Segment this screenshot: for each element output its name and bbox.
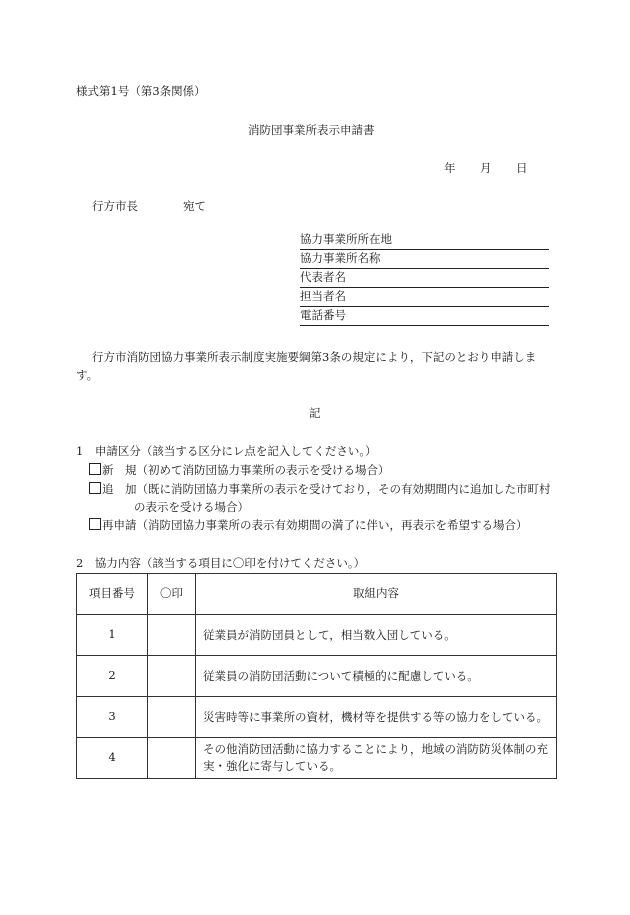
table-row — [77, 656, 557, 697]
intro-line-1: 行方市消防団協力事業所表示制度実施要綱第3条の規定により，下記のとおり申請しま — [92, 350, 537, 364]
addressee-name: 行方市長 — [92, 199, 138, 213]
table-row — [77, 615, 557, 656]
header-item-number: 項目番号 — [77, 574, 148, 615]
applicant-label-address: 協力事業所所在地 — [300, 232, 392, 247]
table-row — [77, 738, 557, 779]
row-mark-cell[interactable] — [148, 615, 196, 656]
option-reapply-label: 再申請 — [102, 518, 137, 532]
row-content: その他消防団活動に協力することにより，地域の消防防災体制の充実・強化に寄与している。 — [196, 738, 557, 779]
header-mark: 〇印 — [148, 574, 196, 615]
table-header-row — [77, 574, 557, 615]
section1-heading: 1 申請区分（該当する区分にレ点を記入してください。） — [76, 444, 377, 458]
row-content: 災害時等に事業所の資材，機材等を提供する等の協力をしている。 — [196, 697, 557, 738]
date-month: 月 — [480, 161, 492, 175]
applicant-label-contact-person: 担当者名 — [300, 289, 346, 304]
option-add-desc-cont: の表示を受ける場合） — [134, 500, 249, 514]
checkbox-new[interactable] — [89, 463, 101, 475]
addressee-suffix: 宛て — [183, 199, 206, 213]
row-number: 2 — [77, 656, 148, 697]
option-reapply-desc: （消防団協力事業所の表示有効期間の満了に伴い，再表示を希望する場合） — [136, 518, 528, 532]
option-new-desc: （初めて消防団協力事業所の表示を受ける場合） — [136, 463, 390, 477]
applicant-label-phone: 電話番号 — [300, 308, 346, 323]
applicant-field-address[interactable] — [300, 234, 549, 250]
row-number: 4 — [77, 738, 148, 779]
intro-line-2: す。 — [76, 368, 99, 382]
ki-label: 記 — [309, 406, 321, 420]
checkbox-reapply[interactable] — [89, 518, 101, 530]
option-add-desc: （既に消防団協力事業所の表示を受けており，その有効期間内に追加した市町村 — [136, 482, 551, 496]
row-number: 1 — [77, 615, 148, 656]
applicant-field-representative[interactable] — [300, 272, 549, 288]
applicant-field-phone[interactable] — [300, 310, 549, 326]
section2-heading: 2 協力内容（該当する項目に〇印を付けてください。） — [76, 556, 366, 570]
applicant-label-representative: 代表者名 — [300, 270, 346, 285]
table-row — [77, 697, 557, 738]
option-add — [89, 482, 551, 498]
row-number: 3 — [77, 697, 148, 738]
option-new-label: 新 規 — [102, 463, 137, 477]
header-content: 取組内容 — [196, 574, 557, 615]
option-reapply — [89, 518, 528, 534]
row-content: 従業員の消防団活動について積極的に配慮している。 — [196, 656, 557, 697]
row-mark-cell[interactable] — [148, 697, 196, 738]
date-year: 年 — [444, 161, 456, 175]
row-mark-cell[interactable] — [148, 656, 196, 697]
option-add-label: 追 加 — [102, 482, 137, 496]
applicant-field-company-name[interactable] — [300, 253, 549, 269]
date-day: 日 — [516, 161, 528, 175]
checkbox-add[interactable] — [89, 482, 101, 494]
form-id: 様式第1号（第3条関係） — [76, 84, 206, 98]
document-title: 消防団事業所表示申請書 — [248, 123, 375, 137]
applicant-label-company-name: 協力事業所名称 — [300, 251, 381, 266]
cooperation-table — [76, 573, 557, 779]
option-new — [89, 463, 390, 479]
row-mark-cell[interactable] — [148, 738, 196, 779]
applicant-field-contact-person[interactable] — [300, 291, 549, 307]
row-content: 従業員が消防団員として，相当数入団している。 — [196, 615, 557, 656]
